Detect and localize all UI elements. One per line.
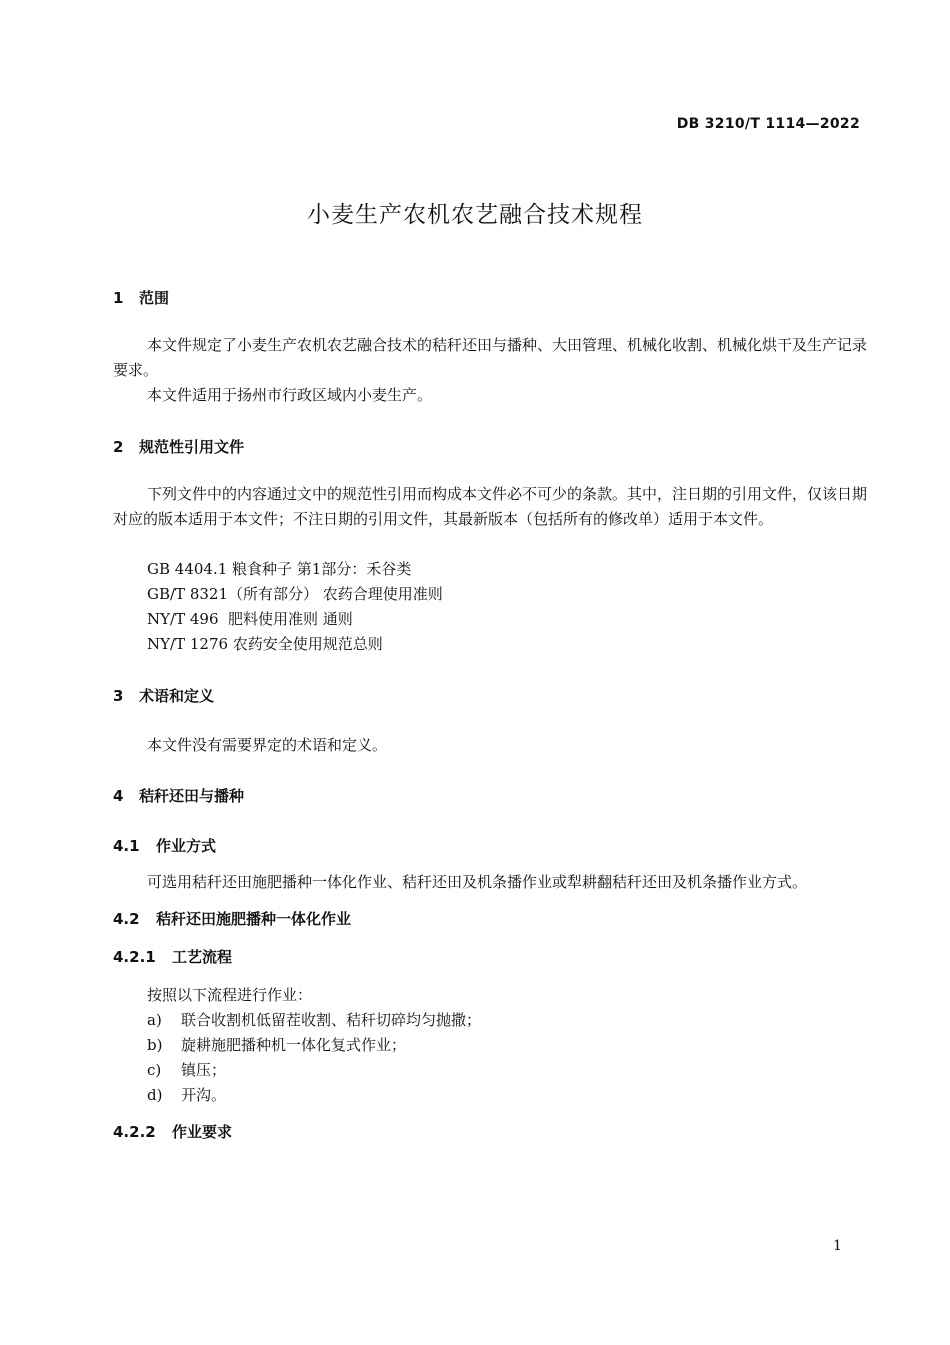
list-item: [147, 1058, 226, 1083]
section-number: 1: [113, 289, 124, 307]
section-number: 2: [113, 438, 124, 456]
document-number: DB 3210/T 1114—2022: [676, 116, 860, 132]
section-heading-3: [113, 685, 214, 706]
paragraph-process-intro: 按照以下流程进行作业：: [147, 986, 313, 1004]
paragraph-scope-1: 本文件规定了小麦生产农机农艺融合技术的秸秆还田与播种、大田管理、机械化收割、机械化烘干及生产记录要求。: [113, 336, 868, 379]
reference-item: GB/T 8321（所有部分） 农药合理使用准则: [147, 585, 443, 603]
subsection-title: 作业方式: [156, 837, 217, 855]
paragraph-terms: 本文件没有需要界定的术语和定义。: [147, 736, 388, 754]
reference-item: GB 4404.1 粮食种子 第1部分：禾谷类: [147, 560, 412, 578]
subsection-title: 秸秆还田施肥播种一体化作业: [156, 910, 352, 928]
section-title: 术语和定义: [139, 687, 215, 705]
paragraph-operation-mode: 可选用秸秆还田施肥播种一体化作业、秸秆还田及机条播作业或犁耕翻秸秆还田及机条播作业方式。: [147, 873, 808, 891]
section-title: 规范性引用文件: [139, 438, 245, 456]
list-marker: b): [147, 1036, 163, 1054]
list-marker: a): [147, 1011, 162, 1029]
paragraph-scope-2: 本文件适用于扬州市行政区域内小麦生产。: [147, 386, 433, 404]
list-marker: d): [147, 1086, 163, 1104]
list-text: 开沟。: [181, 1086, 227, 1104]
section-heading-4: [113, 785, 244, 806]
section-heading-2: [113, 436, 244, 457]
subsection-number: 4.2: [113, 910, 140, 928]
subsection-number: 4.2.2: [113, 1123, 156, 1141]
subsection-heading-4-2-2: [113, 1121, 232, 1142]
page-title: 小麦生产农机农艺融合技术规程: [307, 202, 643, 228]
subsection-heading-4-2-1: [113, 946, 232, 967]
list-item: [147, 1083, 226, 1108]
subsection-number: 4.1: [113, 837, 140, 855]
section-heading-1: [113, 287, 169, 308]
reference-item: NY/T 1276 农药安全使用规范总则: [147, 635, 383, 653]
subsection-title: 工艺流程: [172, 948, 233, 966]
section-title: 范围: [139, 289, 170, 307]
section-title: 秸秆还田与播种: [139, 787, 245, 805]
paragraph-normative-refs: 下列文件中的内容通过文中的规范性引用而构成本文件必不可少的条款。其中，注日期的引用文件，仅该日期对应的版本适用于本文件；不注日期的引用文件，其最新版本（包括所有的修改单）适用于本文件。: [113, 485, 868, 528]
list-text: 联合收割机低留茬收割、秸秆切碎均匀抛撒；: [181, 1011, 482, 1029]
section-number: 4: [113, 787, 124, 805]
list-marker: c): [147, 1061, 162, 1079]
list-item: [147, 1008, 481, 1033]
list-item: [147, 1033, 406, 1058]
subsection-heading-4-1: [113, 835, 216, 856]
list-text: 旋耕施肥播种机一体化复式作业；: [181, 1036, 407, 1054]
subsection-heading-4-2: [113, 908, 351, 929]
list-text: 镇压；: [181, 1061, 227, 1079]
subsection-title: 作业要求: [172, 1123, 233, 1141]
subsection-number: 4.2.1: [113, 948, 156, 966]
page-number: 1: [833, 1238, 842, 1254]
section-number: 3: [113, 687, 124, 705]
reference-item: NY/T 496 肥料使用准则 通则: [147, 610, 353, 628]
